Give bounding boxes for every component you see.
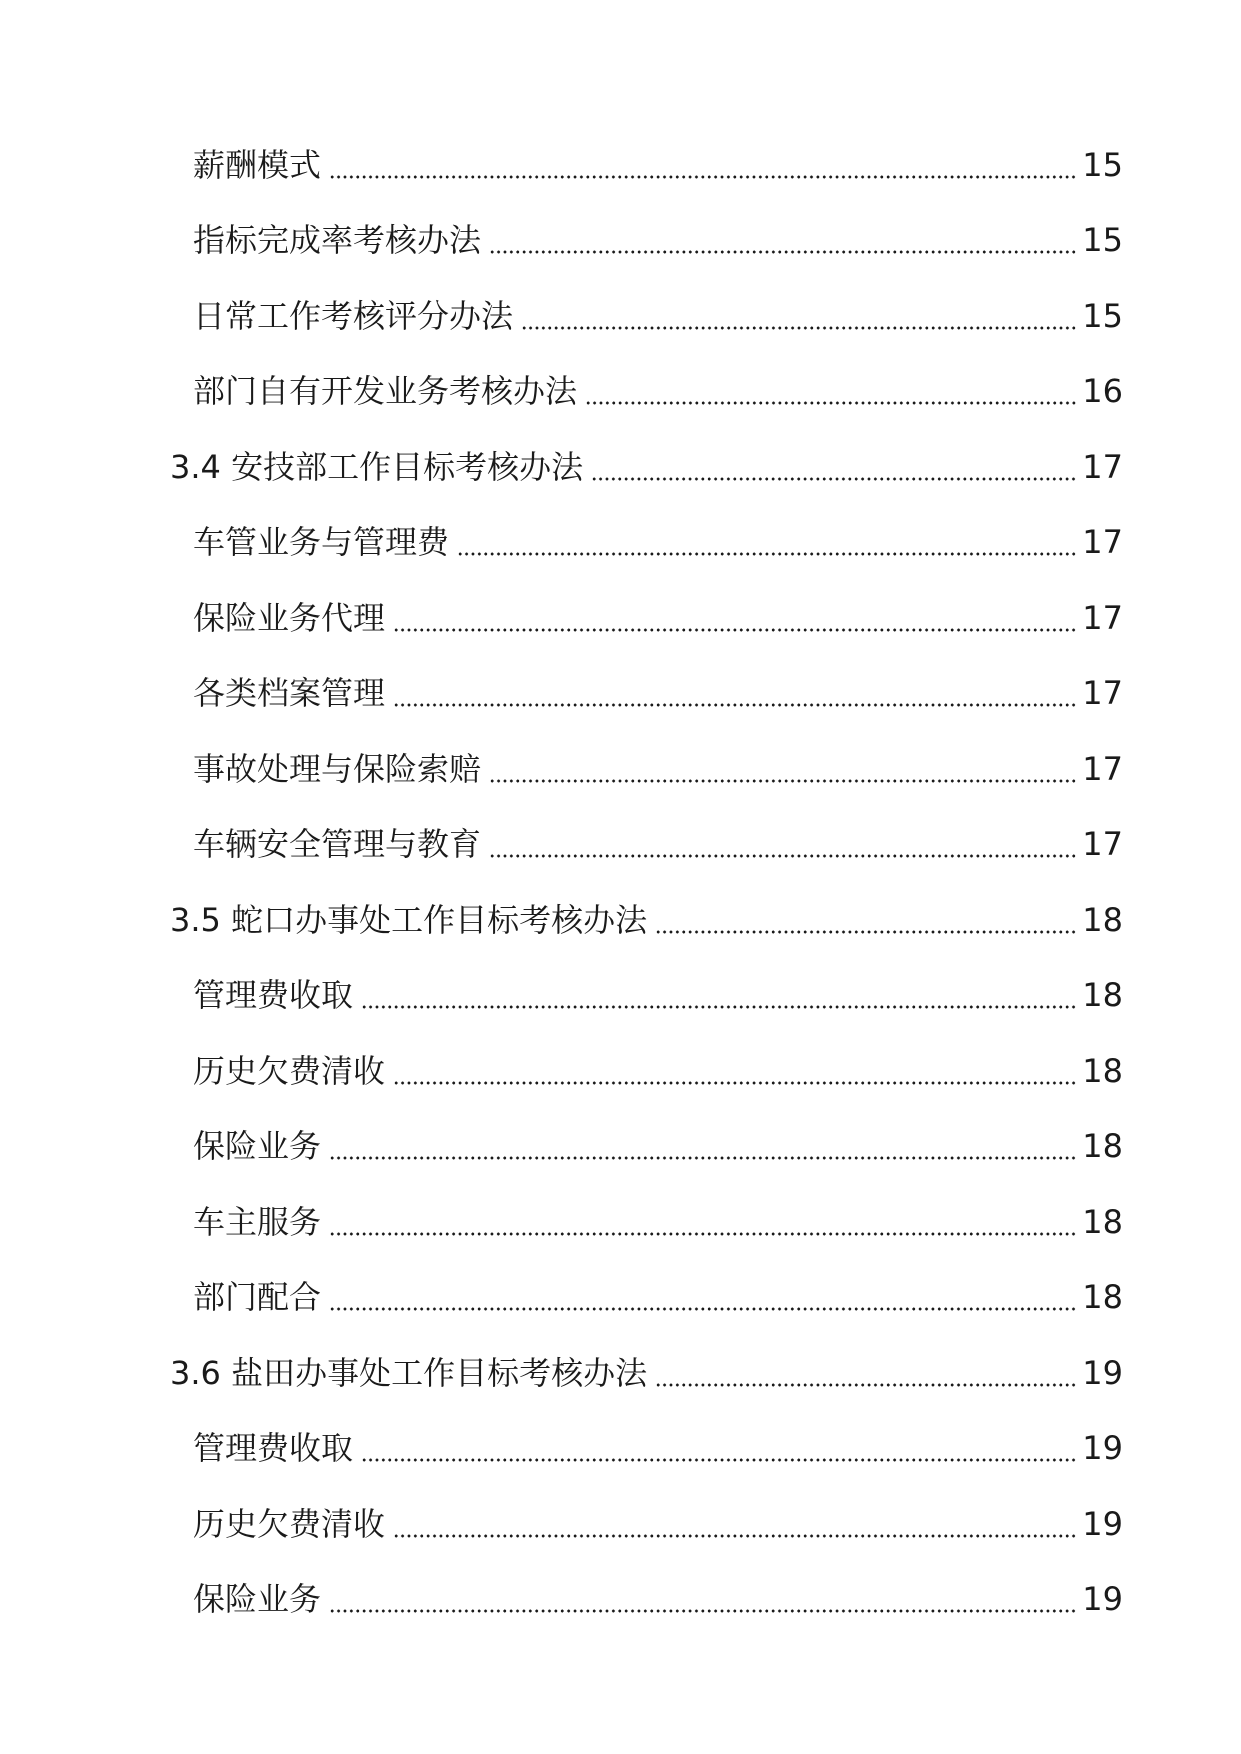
toc-entry[interactable]: [0, 731, 1241, 807]
toc-entry[interactable]: [0, 807, 1241, 883]
toc-dot-leader: [393, 1049, 1078, 1093]
toc-page-number: 18: [1082, 976, 1123, 1015]
toc-dot-leader: [329, 1577, 1078, 1621]
toc-dot-leader: [393, 596, 1078, 640]
toc-page-number: 17: [1082, 674, 1123, 713]
toc-entry[interactable]: [0, 1486, 1241, 1562]
toc-entry-title: 指标完成率考核办法: [193, 221, 482, 260]
toc-page-number: 19: [1082, 1580, 1123, 1619]
toc-page-number: 16: [1082, 372, 1123, 411]
toc-entry[interactable]: [0, 203, 1241, 279]
table-of-contents: [0, 127, 1241, 1637]
toc-dot-leader: [393, 671, 1078, 715]
toc-entry-title: 历史欠费清收: [193, 1051, 386, 1090]
toc-section-entry[interactable]: [0, 1335, 1241, 1411]
toc-page-number: 15: [1082, 221, 1123, 260]
toc-page-number: 15: [1082, 296, 1123, 335]
toc-entry-title: 保险业务代理: [193, 598, 386, 637]
toc-dot-leader: [457, 520, 1078, 564]
toc-dot-leader: [329, 143, 1078, 187]
toc-dot-leader: [521, 294, 1078, 338]
toc-entry-title: 部门自有开发业务考核办法: [193, 372, 578, 411]
toc-page-number: 19: [1082, 1504, 1123, 1543]
toc-entry[interactable]: [0, 354, 1241, 430]
toc-dot-leader: [329, 1124, 1078, 1168]
toc-entry[interactable]: [0, 1562, 1241, 1638]
toc-entry-title: 车主服务: [193, 1202, 322, 1241]
toc-section-entry[interactable]: [0, 429, 1241, 505]
toc-entry[interactable]: [0, 656, 1241, 732]
toc-entry-title: 部门配合: [193, 1278, 322, 1317]
toc-entry-title: 各类档案管理: [193, 674, 386, 713]
toc-dot-leader: [489, 822, 1078, 866]
toc-entry[interactable]: [0, 505, 1241, 581]
toc-dot-leader: [655, 898, 1078, 942]
toc-entry-title: 车辆安全管理与教育: [193, 825, 482, 864]
toc-page-number: 19: [1082, 1353, 1123, 1392]
toc-page-number: 17: [1082, 749, 1123, 788]
toc-page-number: 18: [1082, 1278, 1123, 1317]
toc-dot-leader: [591, 445, 1078, 489]
toc-page-number: 18: [1082, 1127, 1123, 1166]
toc-entry[interactable]: [0, 127, 1241, 203]
toc-page-number: 17: [1082, 447, 1123, 486]
toc-page-number: 15: [1082, 145, 1123, 184]
toc-entry[interactable]: [0, 1411, 1241, 1487]
toc-page-number: 17: [1082, 825, 1123, 864]
toc-entry[interactable]: [0, 580, 1241, 656]
toc-section-entry[interactable]: [0, 882, 1241, 958]
toc-entry[interactable]: [0, 958, 1241, 1034]
toc-entry-title: 历史欠费清收: [193, 1504, 386, 1543]
toc-dot-leader: [655, 1351, 1078, 1395]
toc-entry-title: 薪酬模式: [193, 145, 322, 184]
toc-entry-title: 日常工作考核评分办法: [193, 296, 514, 335]
toc-entry[interactable]: [0, 1184, 1241, 1260]
toc-dot-leader: [329, 1200, 1078, 1244]
toc-entry-title: 管理费收取: [193, 1429, 354, 1468]
toc-entry[interactable]: [0, 1109, 1241, 1185]
toc-page-number: 18: [1082, 1051, 1123, 1090]
toc-section-title: 3.6 盐田办事处工作目标考核办法: [170, 1353, 648, 1392]
toc-entry-title: 保险业务: [193, 1127, 322, 1166]
toc-page-number: 17: [1082, 598, 1123, 637]
toc-dot-leader: [489, 218, 1078, 262]
toc-dot-leader: [393, 1502, 1078, 1546]
toc-page-number: 17: [1082, 523, 1123, 562]
toc-page-number: 18: [1082, 1202, 1123, 1241]
toc-page-number: 19: [1082, 1429, 1123, 1468]
toc-entry[interactable]: [0, 1260, 1241, 1336]
toc-dot-leader: [329, 1275, 1078, 1319]
toc-dot-leader: [361, 973, 1078, 1017]
toc-entry-title: 保险业务: [193, 1580, 322, 1619]
toc-section-title: 3.4 安技部工作目标考核办法: [170, 447, 584, 486]
toc-dot-leader: [489, 747, 1078, 791]
toc-entry[interactable]: [0, 278, 1241, 354]
toc-dot-leader: [361, 1426, 1078, 1470]
toc-entry-title: 车管业务与管理费: [193, 523, 450, 562]
toc-section-title: 3.5 蛇口办事处工作目标考核办法: [170, 900, 648, 939]
toc-entry-title: 事故处理与保险索赔: [193, 749, 482, 788]
toc-entry[interactable]: [0, 1033, 1241, 1109]
toc-dot-leader: [585, 369, 1078, 413]
toc-page-number: 18: [1082, 900, 1123, 939]
toc-entry-title: 管理费收取: [193, 976, 354, 1015]
